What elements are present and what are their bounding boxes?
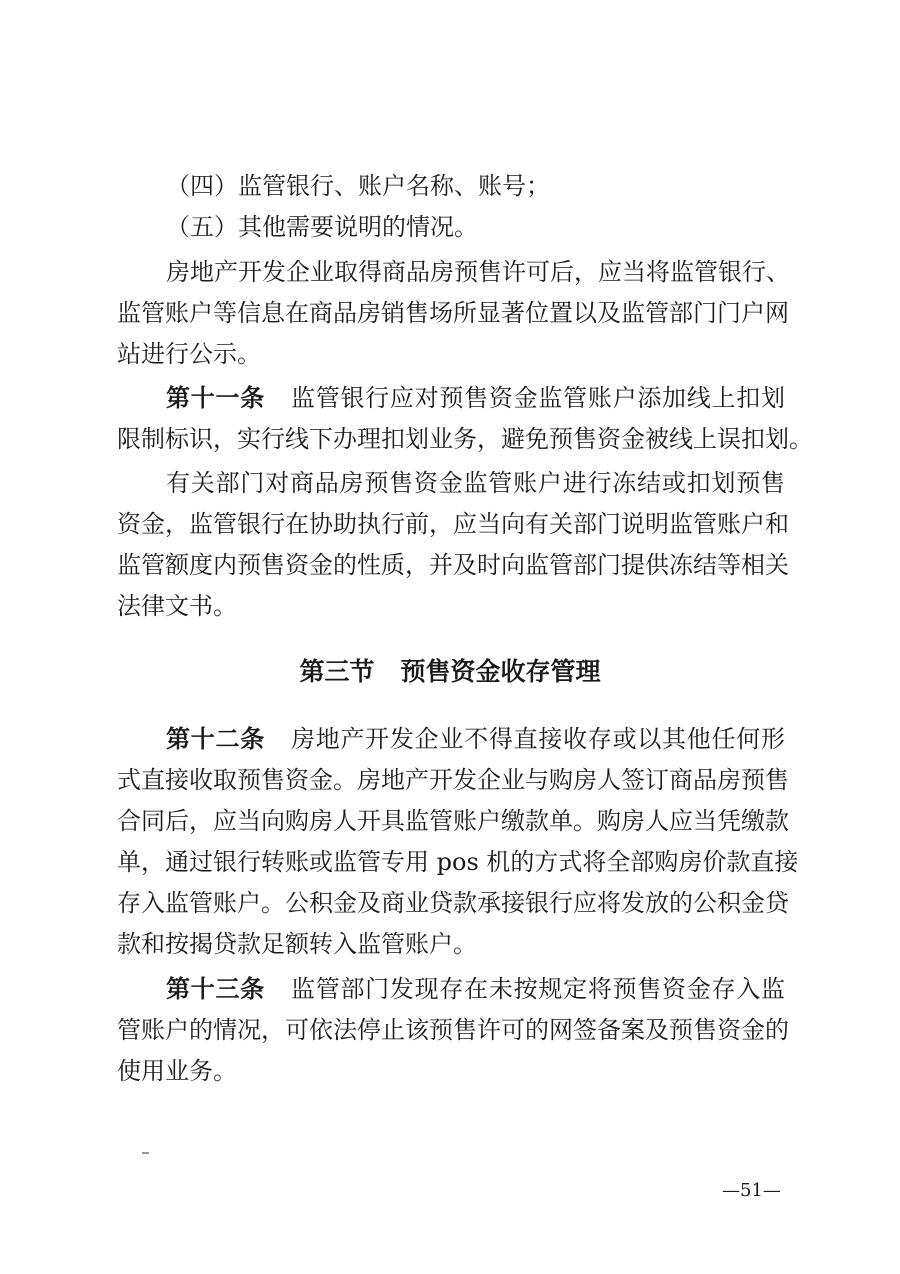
list-item-5: （五）其他需要说明的情况。 xyxy=(166,213,478,241)
article-12-text: 房地产开发企业不得直接收存或以其他任何形 xyxy=(290,725,786,753)
article-11-line: 限制标识，实行线下办理扣划业务，避免预售资金被线上误扣划。 xyxy=(117,425,813,453)
article-12-line: 式直接收取预售资金。房地产开发企业与购房人签订商品房预售 xyxy=(117,766,789,794)
scan-speck xyxy=(142,1152,149,1154)
article-13-line: 管账户的情况，可依法停止该预售许可的网签备案及预售资金的 xyxy=(117,1016,789,1044)
article-11-paragraph-2-line: 有关部门对商品房预售资金监管账户进行冻结或扣划预售 xyxy=(166,469,785,497)
article-12-line: 合同后，应当向购房人开具监管账户缴款单。购房人应当凭缴款 xyxy=(117,807,789,835)
article-12-label: 第十二条 xyxy=(166,725,265,753)
article-11-paragraph-2-line: 监管额度内预售资金的性质，并及时向监管部门提供冻结等相关 xyxy=(117,551,789,579)
section-heading xyxy=(0,657,900,687)
article-11-first-line xyxy=(166,383,785,413)
section-title: 预售资金收存管理 xyxy=(400,657,601,686)
article-13-first-line xyxy=(166,974,785,1004)
disclosure-paragraph-line: 房地产开发企业取得商品房预售许可后，应当将监管银行、 xyxy=(166,258,790,286)
article-13-line: 使用业务。 xyxy=(117,1057,237,1085)
article-12-line: 单，通过银行转账或监管专用 pos 机的方式将全部购房价款直接 xyxy=(117,848,799,876)
article-11-paragraph-2-line: 资金，监管银行在协助执行前，应当向有关部门说明监管账户和 xyxy=(117,510,789,538)
article-11-paragraph-2-line: 法律文书。 xyxy=(117,592,237,620)
article-13-text: 监管部门发现存在未按规定将预售资金存入监 xyxy=(290,975,786,1003)
article-12-line: 款和按揭贷款足额转入监管账户。 xyxy=(117,930,477,958)
article-12-line: 存入监管账户。公积金及商业贷款承接银行应将发放的公积金贷 xyxy=(117,889,789,917)
section-number: 第三节 xyxy=(299,657,375,686)
list-item-4: （四）监管银行、账户名称、账号； xyxy=(166,172,550,200)
article-13-label: 第十三条 xyxy=(166,975,265,1003)
article-11-text: 监管银行应对预售资金监管账户添加线上扣划 xyxy=(290,384,786,412)
article-12-first-line xyxy=(166,724,785,754)
article-11-label: 第十一条 xyxy=(166,384,265,412)
page-number: —51— xyxy=(722,1180,781,1201)
disclosure-paragraph-line: 监管账户等信息在商品房销售场所显著位置以及监管部门门户网 xyxy=(117,299,789,327)
disclosure-paragraph-line: 站进行公示。 xyxy=(117,340,261,368)
